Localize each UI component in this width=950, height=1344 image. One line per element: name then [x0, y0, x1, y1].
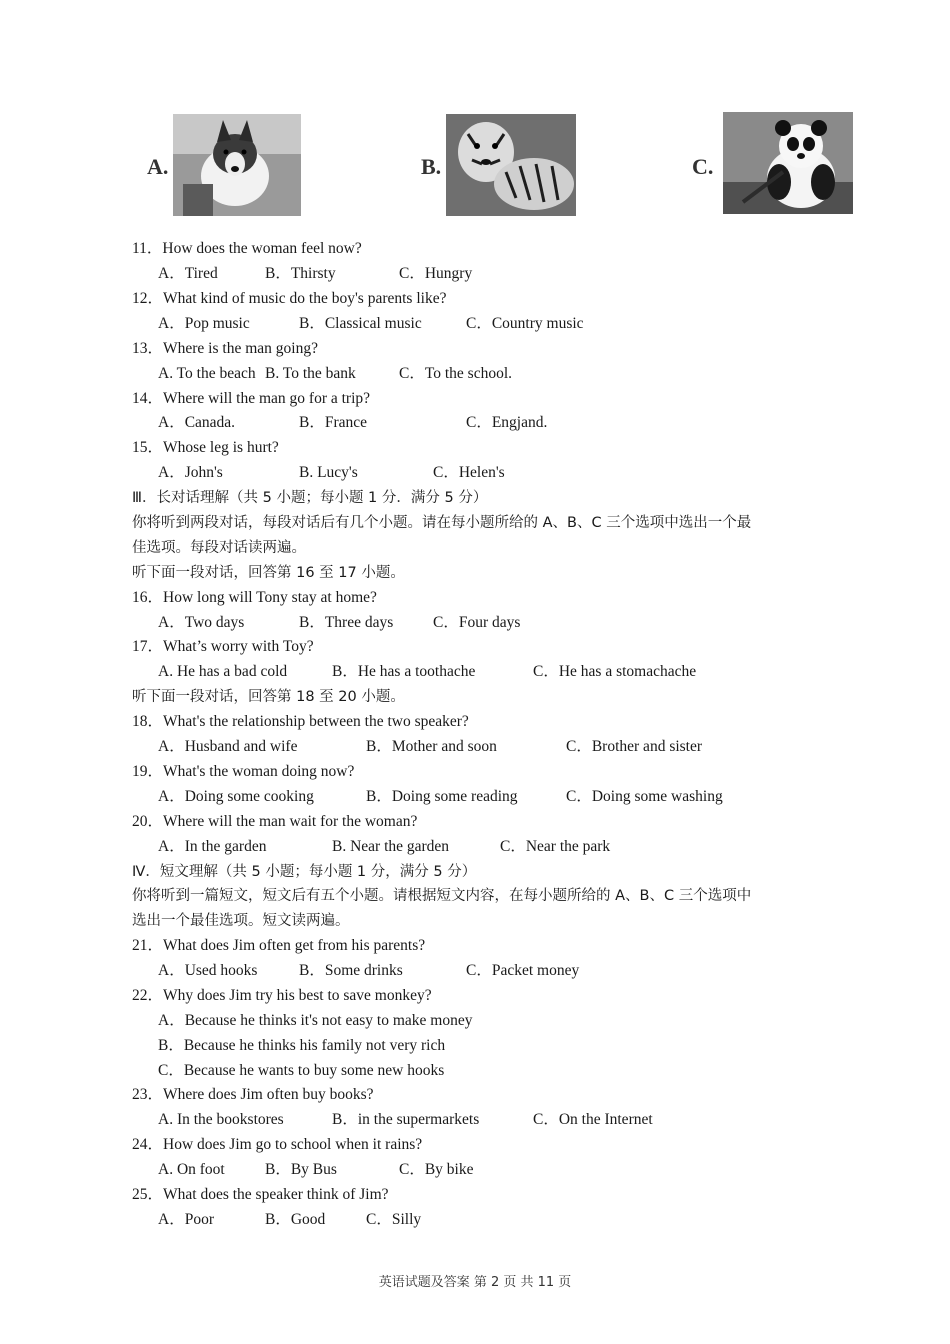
option-a[interactable]: A．In the garden: [158, 838, 267, 855]
option-c[interactable]: C．Engjand.: [466, 414, 548, 431]
option-a[interactable]: A. In the bookstores: [158, 1111, 284, 1128]
option-a[interactable]: A．Two days: [158, 614, 245, 631]
picture-options: [0, 108, 950, 220]
option-c[interactable]: C．Silly: [366, 1211, 422, 1228]
option-b[interactable]: B．He has a toothache: [332, 663, 476, 680]
option-b[interactable]: B．Some drinks: [299, 962, 403, 979]
option-b[interactable]: B. Lucy's: [299, 464, 358, 481]
option-a[interactable]: A．Poor: [158, 1211, 214, 1228]
option-a[interactable]: A．John's: [158, 464, 223, 481]
section-4-instruction-cont: 选出一个最佳选项。短文读两遍。: [132, 913, 350, 929]
option-a[interactable]: A．Canada.: [158, 414, 236, 431]
panda-photo-icon: [723, 112, 853, 214]
option-b[interactable]: B. To the bank: [265, 365, 356, 382]
question-13: 13．Where is the man going?: [132, 340, 318, 357]
option-c[interactable]: C．Helen's: [433, 464, 505, 481]
option-c[interactable]: C．Packet money: [466, 962, 580, 979]
option-c[interactable]: C．Doing some washing: [566, 788, 723, 805]
section-4-title: Ⅳ．短文理解（共 5 小题；每小题 1 分，满分 5 分）: [132, 864, 477, 880]
option-b[interactable]: B．Mother and soon: [366, 738, 497, 755]
option-b[interactable]: B．Three days: [299, 614, 394, 631]
question-24: 24．How does Jim go to school when it rains?: [132, 1136, 423, 1153]
tiger-photo-icon: [446, 114, 576, 216]
page-footer: 英语试题及答案 第 2 页 共 11 页: [378, 1275, 572, 1290]
option-b[interactable]: B．Thirsty: [265, 265, 336, 282]
option-22-a[interactable]: A．Because he thinks it's not easy to make money: [158, 1012, 473, 1029]
question-22: 22．Why does Jim try his best to save monkey?: [132, 987, 432, 1004]
option-b[interactable]: B．Doing some reading: [366, 788, 518, 805]
option-c[interactable]: C．He has a stomachache: [533, 663, 697, 680]
option-c[interactable]: C．Near the park: [500, 838, 611, 855]
option-22-c[interactable]: C．Because he wants to buy some new hooks: [158, 1062, 445, 1079]
question-15: 15．Whose leg is hurt?: [132, 439, 279, 456]
question-12: 12．What kind of music do the boy's parents like?: [132, 290, 447, 307]
section-3-instruction-cont: 佳选项。每段对话读两遍。: [132, 540, 306, 556]
question-23: 23．Where does Jim often buy books?: [132, 1086, 374, 1103]
option-a-label: A.: [147, 154, 169, 179]
option-b[interactable]: B．Good: [265, 1211, 326, 1228]
option-b-label: B.: [421, 154, 442, 179]
option-b[interactable]: B．Classical music: [299, 315, 422, 332]
section-4-instruction: 你将听到一篇短文，短文后有五个小题。请根据短文内容，在每小题所给的 A、B、C 三个选项中: [132, 888, 752, 904]
section-3-instruction: 你将听到两段对话，每段对话后有几个小题。请在每小题所给的 A、B、C 三个选项中选出一个最: [132, 515, 752, 531]
question-14: 14．Where will the man go for a trip?: [132, 390, 371, 407]
option-a[interactable]: A. On foot: [158, 1161, 225, 1178]
option-c[interactable]: C．To the school.: [399, 365, 513, 382]
option-b[interactable]: B．in the supermarkets: [332, 1111, 480, 1128]
option-c-label: C.: [692, 154, 714, 179]
question-20: 20．Where will the man wait for the woman?: [132, 813, 418, 830]
question-19: 19．What's the woman doing now?: [132, 763, 355, 780]
question-25: 25．What does the speaker think of Jim?: [132, 1186, 389, 1203]
question-17: 17．What’s worry with Toy?: [132, 638, 314, 655]
option-c[interactable]: C．Brother and sister: [566, 738, 703, 755]
option-22-b[interactable]: B．Because he thinks his family not very rich: [158, 1037, 446, 1054]
option-c[interactable]: C．Four days: [433, 614, 521, 631]
section-3-title: Ⅲ．长对话理解（共 5 小题；每小题 1 分．满分 5 分）: [132, 490, 488, 506]
option-c[interactable]: C．Hungry: [399, 265, 473, 282]
option-a[interactable]: A. He has a bad cold: [158, 663, 288, 680]
dog-photo-icon: [173, 114, 301, 216]
question-21: 21．What does Jim often get from his parents?: [132, 937, 426, 954]
option-b[interactable]: B．France: [299, 414, 368, 431]
option-a[interactable]: A．Tired: [158, 265, 218, 282]
option-a[interactable]: A．Doing some cooking: [158, 788, 314, 805]
question-16: 16．How long will Tony stay at home?: [132, 589, 377, 606]
dialog-1-note: 听下面一段对话，回答第 16 至 17 小题。: [132, 565, 405, 581]
question-18: 18．What's the relationship between the two speaker?: [132, 713, 469, 730]
option-b[interactable]: B．By Bus: [265, 1161, 337, 1178]
option-a[interactable]: A．Pop music: [158, 315, 250, 332]
option-a[interactable]: A．Used hooks: [158, 962, 258, 979]
option-a[interactable]: A．Husband and wife: [158, 738, 298, 755]
option-c[interactable]: C．Country music: [466, 315, 584, 332]
option-c[interactable]: C．On the Internet: [533, 1111, 653, 1128]
option-a[interactable]: A. To the beach: [158, 365, 256, 382]
dialog-2-note: 听下面一段对话，回答第 18 至 20 小题。: [132, 689, 405, 705]
question-11: 11．How does the woman feel now?: [132, 240, 362, 257]
option-c[interactable]: C．By bike: [399, 1161, 474, 1178]
option-b[interactable]: B. Near the garden: [332, 838, 450, 855]
